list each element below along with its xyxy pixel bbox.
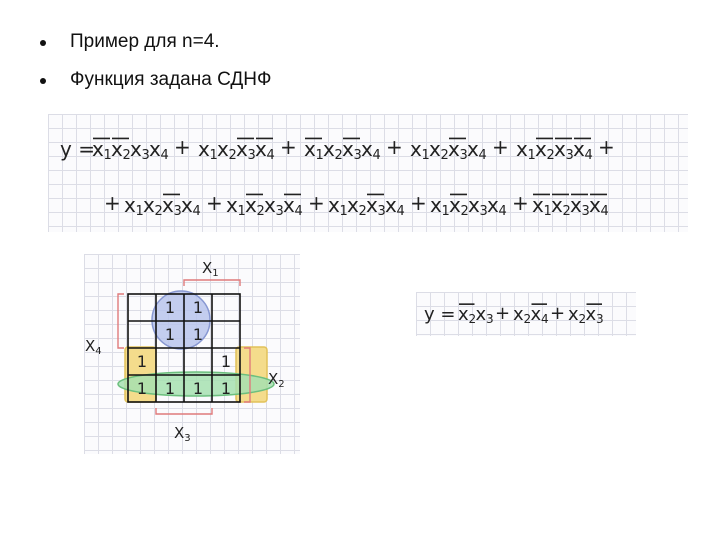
literal-index: 3 [247,148,256,163]
literal-var: x [430,193,442,217]
bullet-text: Пример для n=4. [70,31,220,52]
literal-index: 1 [339,204,348,219]
literal-index: 3 [173,204,182,219]
literal-var: x [429,137,441,161]
bullet-item [34,68,271,92]
literal-index: 3 [565,148,574,163]
literal-index: 4 [584,148,593,163]
literal-var: x [532,193,544,217]
literal-var: x [385,193,397,217]
literal-index: 4 [498,204,507,219]
literal-var: x [516,137,528,161]
literal-var: x [568,304,579,325]
kmap-label-right: $X_2$ [268,370,285,390]
plus-sign: + [512,191,529,215]
literal-var: x [149,137,161,161]
literal-var: x [468,193,480,217]
literal-index: 2 [154,204,163,219]
literal-var: x [347,193,359,217]
literal-index: 3 [479,204,488,219]
literal-index: 4 [372,148,381,163]
plus-sign: + [206,191,223,215]
literal-index: 2 [122,148,131,163]
literal-index: 3 [377,204,386,219]
kmap-cell-value: 1 [164,298,176,317]
karnaugh-map-image [84,254,300,454]
literal-var: x [328,193,340,217]
plus-sign: + [280,135,297,159]
literal-var: x [124,193,136,217]
literal-var: x [245,193,257,217]
kmap-cell-value: 1 [220,379,232,398]
literal-var: x [448,137,460,161]
plus-sign: + [386,135,403,159]
literal-var: x [323,137,335,161]
kmap-cell-value: 1 [192,298,204,317]
literal-index: 1 [209,148,218,163]
literal-index: 2 [578,312,587,326]
literal-var: x [304,137,316,161]
literal-var: x [217,137,229,161]
literal-var: x [236,137,248,161]
formula-lhs: y = [60,137,95,161]
literal-var: x [535,137,547,161]
literal-index: 2 [460,204,469,219]
literal-index: 1 [315,148,324,163]
kmap-cell-value: 1 [164,379,176,398]
literal-var: x [551,193,563,217]
kmap-cell-value: 1 [192,379,204,398]
literal-index: 2 [562,204,571,219]
plus-sign: + [410,191,427,215]
literal-index: 3 [596,312,604,326]
kmap-label-left: $X_4$ [85,337,102,357]
literal-var: x [475,304,487,325]
kmap-label-top: $X_1$ [202,259,219,279]
literal-var: x [181,193,193,217]
kmap-cell-value: 1 [136,379,148,398]
literal-index: 4 [478,148,487,163]
plus-sign: + [495,303,511,324]
literal-var: x [530,304,542,325]
literal-var: x [162,193,174,217]
kmap-label-bottom: $X_3$ [174,424,191,444]
literal-var: x [585,304,597,325]
literal-var: x [226,193,238,217]
result-lhs: y = [424,304,456,325]
minimized-formula-image [416,292,636,336]
literal-index: 3 [353,148,362,163]
minimized-formula [416,292,636,336]
literal-var: x [130,137,142,161]
literal-var: x [255,137,267,161]
literal-var: x [366,193,378,217]
kmap-cell-value: 1 [136,352,148,371]
literal-index: 3 [275,204,284,219]
plus-sign: + [550,303,566,324]
literal-index: 1 [237,204,246,219]
literal-index: 4 [266,148,275,163]
literal-index: 2 [228,148,237,163]
literal-index: 1 [441,204,450,219]
literal-var: x [570,193,582,217]
sdnf-formula [48,114,688,232]
literal-var: x [554,137,566,161]
literal-index: 2 [334,148,343,163]
literal-index: 3 [486,312,494,326]
karnaugh-map [84,254,300,454]
bullet-text: Функция задана СДНФ [70,69,272,90]
literal-var: x [449,193,461,217]
literal-var: x [283,193,295,217]
plus-sign: + [104,191,121,215]
literal-index: 4 [600,204,609,219]
literal-index: 2 [358,204,367,219]
literal-var: x [198,137,210,161]
bullet-item [34,30,271,54]
literal-index: 2 [468,312,477,326]
literal-var: x [573,137,585,161]
literal-index: 1 [103,148,112,163]
literal-var: x [143,193,155,217]
literal-index: 4 [294,204,303,219]
literal-var: x [467,137,479,161]
kmap-cell-value: 1 [164,325,176,344]
literal-index: 1 [543,204,552,219]
literal-var: x [111,137,123,161]
bullet-dot-icon [40,78,46,84]
plus-sign: + [174,135,191,159]
literal-index: 1 [527,148,536,163]
literal-index: 2 [256,204,265,219]
kmap-cell-value: 1 [220,352,232,371]
literal-index: 4 [396,204,405,219]
kmap-cell-value: 1 [192,325,204,344]
literal-index: 4 [192,204,201,219]
literal-index: 3 [141,148,150,163]
plus-sign: + [492,135,509,159]
literal-index: 3 [581,204,590,219]
literal-var: x [589,193,601,217]
literal-index: 2 [523,312,532,326]
bullet-dot-icon [40,40,46,46]
literal-var: x [264,193,276,217]
literal-index: 4 [160,148,169,163]
literal-index: 3 [459,148,468,163]
plus-sign: + [598,135,615,159]
literal-var: x [513,304,524,325]
plus-sign: + [308,191,325,215]
sdnf-formula-image [48,114,688,232]
literal-index: 4 [541,312,549,326]
literal-index: 1 [135,204,144,219]
literal-var: x [342,137,354,161]
literal-index: 1 [421,148,430,163]
literal-index: 2 [440,148,449,163]
literal-var: x [458,304,469,325]
bullet-list [34,30,271,106]
literal-var: x [361,137,373,161]
literal-var: x [487,193,499,217]
literal-index: 2 [546,148,555,163]
literal-var: x [92,137,104,161]
literal-var: x [410,137,422,161]
